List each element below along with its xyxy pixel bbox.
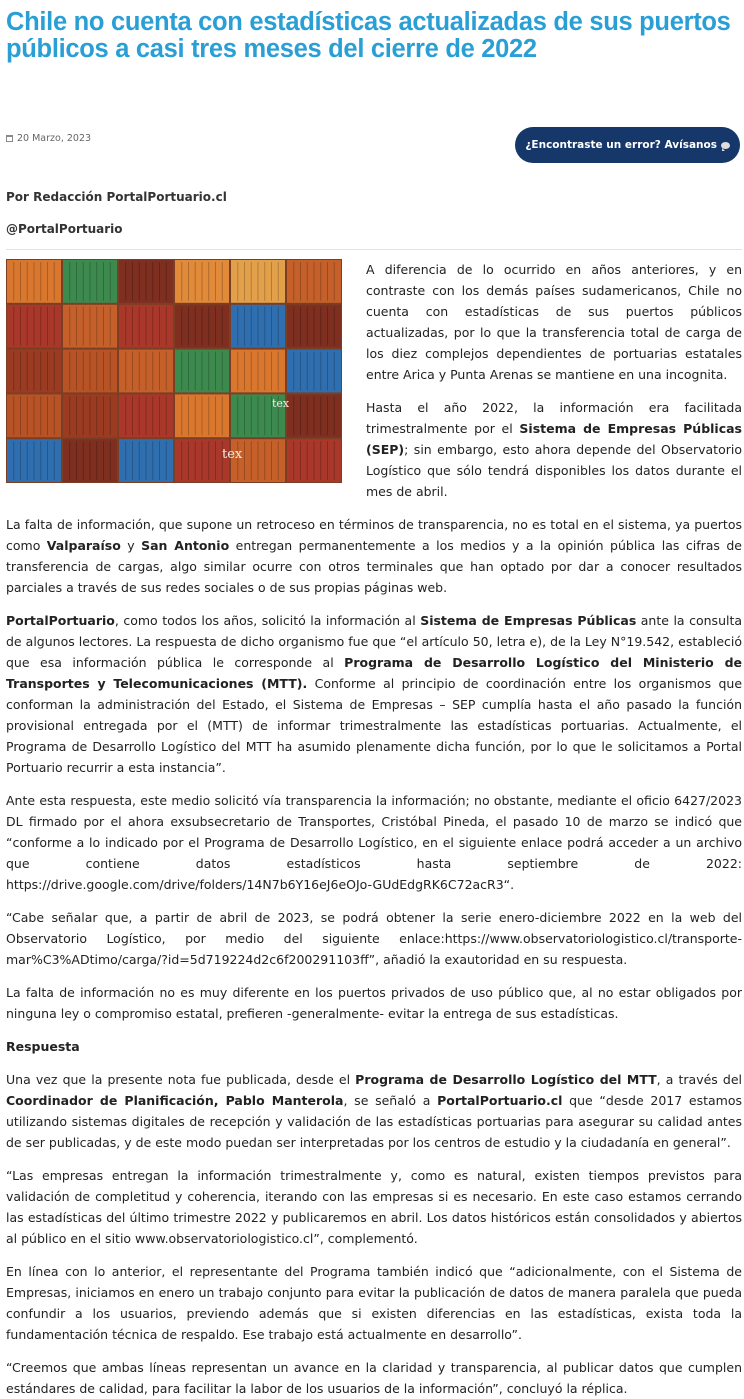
twitter-handle[interactable]: @PortalPortuario xyxy=(6,222,123,236)
container-lettering: tex xyxy=(222,447,243,462)
paragraph: “Creemos que ambas líneas representan un avance en la claridad y transparencia, al publicar datos que cumplen estándares de calidad, para facilitar la labor de los usuarios de la información”, concluyó la réplica. xyxy=(6,1360,742,1396)
paragraph: Hasta el año 2022, la información era facilitada trimestralmente por el Sistema de Empresas Públicas (SEP); sin embargo, esto ahora depende del Observatorio Logístico que sólo tendrá disponibles los datos durante el mes de abril. xyxy=(366,400,743,499)
article-body xyxy=(6,259,742,1399)
paragraph: La falta de información, que supone un retroceso en términos de transparencia, no es total en el sistema, ya puertos como Valparaíso y San Antonio entregan permanentemente a los medios y a la opinión pública las cifras de transferencia de cargas, algo similar ocurre con otros terminales que han optado por dar a conocer resultados parciales a través de sus redes sociales o de sus propias páginas web. xyxy=(6,517,742,595)
publish-date xyxy=(6,133,91,144)
date-text: 20 Marzo, 2023 xyxy=(17,133,92,144)
paragraph: A diferencia de lo ocurrido en años anteriores, y en contraste con los demás países sudamericanos, Chile no cuenta con estadísticas de sus puertos públicos actualizadas, por lo que la transferencia total de carga de los diez complejos dependientes de portuarias estatales entre Arica y Punta Arenas se mantiene en una incognita. xyxy=(366,262,742,382)
article-meta xyxy=(6,127,742,175)
containers-photo xyxy=(6,259,342,483)
report-error-button[interactable] xyxy=(515,127,740,163)
paragraph: Una vez que la presente nota fue publicada, desde el Programa de Desarrollo Logístico del MTT, a través del Coordinador de Planificación, Pablo Manterola, se señaló a PortalPortuario.cl que “desde 2017 estamos utilizando sistemas digitales de recepción y validación de las estadísticas portuarias para asegurar su calidad antes de ser publicadas, y de este modo puedan ser interpretadas por los centros de estudio y la ciudadanía en general”. xyxy=(6,1072,742,1150)
paragraph: Ante esta respuesta, este medio solicitó vía transparencia la información; no obstante, mediante el oficio 6427/2023 DL firmado por el ahora exsubsecretario de Transportes, Cristóbal Pineda, el pasado 10 de marzo se indicó que “conforme a lo indicado por el Programa de Desarrollo Logístico, en el siguiente enlace podrá acceder a un archivo que contiene datos estadísticos hasta septiembre de 2022: https://drive.google.com/drive/folders/14N7b6Y16eJ6eOJo-GUdEdgRK6C72acR3“. xyxy=(6,793,742,892)
article-page xyxy=(6,0,742,1399)
calendar-icon xyxy=(6,135,13,142)
paragraph: “Las empresas entregan la información trimestralmente y, como es natural, existen tiempos previstos para validación de completitud y coherencia, iterando con las empresas si es necesario. En este caso estamos cerrando las estadísticas del último trimestre 2022 y publicaremos en abril. Los datos históricos están consolidados y abiertos al público en el sitio www.observatoriologistico.cl”, complementó. xyxy=(6,1168,742,1246)
paragraph: En línea con lo anterior, el representante del Programa también indicó que “adicionalmente, con el Sistema de Empresas, iniciamos en enero un trabajo conjunto para evitar la publicación de datos de manera paralela que pueda confundir a los usuarios, previendo además que si existen diferencias en las estadísticas, exista toda la fundamentación técnica de respaldo. Ese trabajo está actualmente en desarrollo”. xyxy=(6,1264,742,1342)
container-lettering: tex xyxy=(272,397,290,410)
report-error-label: ¿Encontraste un error? Avísanos xyxy=(525,139,717,151)
section-heading: Respuesta xyxy=(6,1039,80,1054)
paragraph: PortalPortuario, como todos los años, solicitó la información al Sistema de Empresas Públicas ante la consulta de algunos lectores. La respuesta de dicho organismo fue que “el artículo 50, letra e), de la Ley N°19.542, estableció que esa información pública le corresponde al Programa de Desarrollo Logístico del Ministerio de Transportes y Telecomunicaciones (MTT). Conforme al principio de coordinación entre los organismos que conforman la administración del Estado, el Sistema de Empresas – SEP cumplía hasta el año pasado la función provisional entregada por el (MTT) de informar trimestralmente las estadísticas portuarias. Actualmente, el Programa de Desarrollo Logístico del MTT ha asumido plenamente dicha función, por lo que le solicitamos a Portal Portuario recurrir a esta instancia”. xyxy=(6,613,743,775)
paragraph: “Cabe señalar que, a partir de abril de 2023, se podrá obtener la serie enero-diciembre 2022 en la web del Observatorio Logístico, por medio del siguiente enlace:https://www.observatoriologistico.cl/transporte-mar%C3%ADtimo/carga/?id=5d719224d2c6f200291103ff”, añadió la exautoridad en su respuesta. xyxy=(6,910,742,967)
chat-bubble-icon xyxy=(721,142,730,149)
paragraph: La falta de información no es muy diferente en los puertos privados de uso público que, al no estar obligados por ninguna ley o compromiso estatal, prefieren -generalmente- evitar la entrega de sus estadísticas. xyxy=(6,985,742,1021)
byline: Por Redacción PortalPortuario.cl xyxy=(6,190,227,204)
article-title: Chile no cuenta con estadísticas actualizadas de sus puertos públicos a casi tres meses del cierre de 2022 xyxy=(6,8,731,63)
divider xyxy=(6,249,742,250)
